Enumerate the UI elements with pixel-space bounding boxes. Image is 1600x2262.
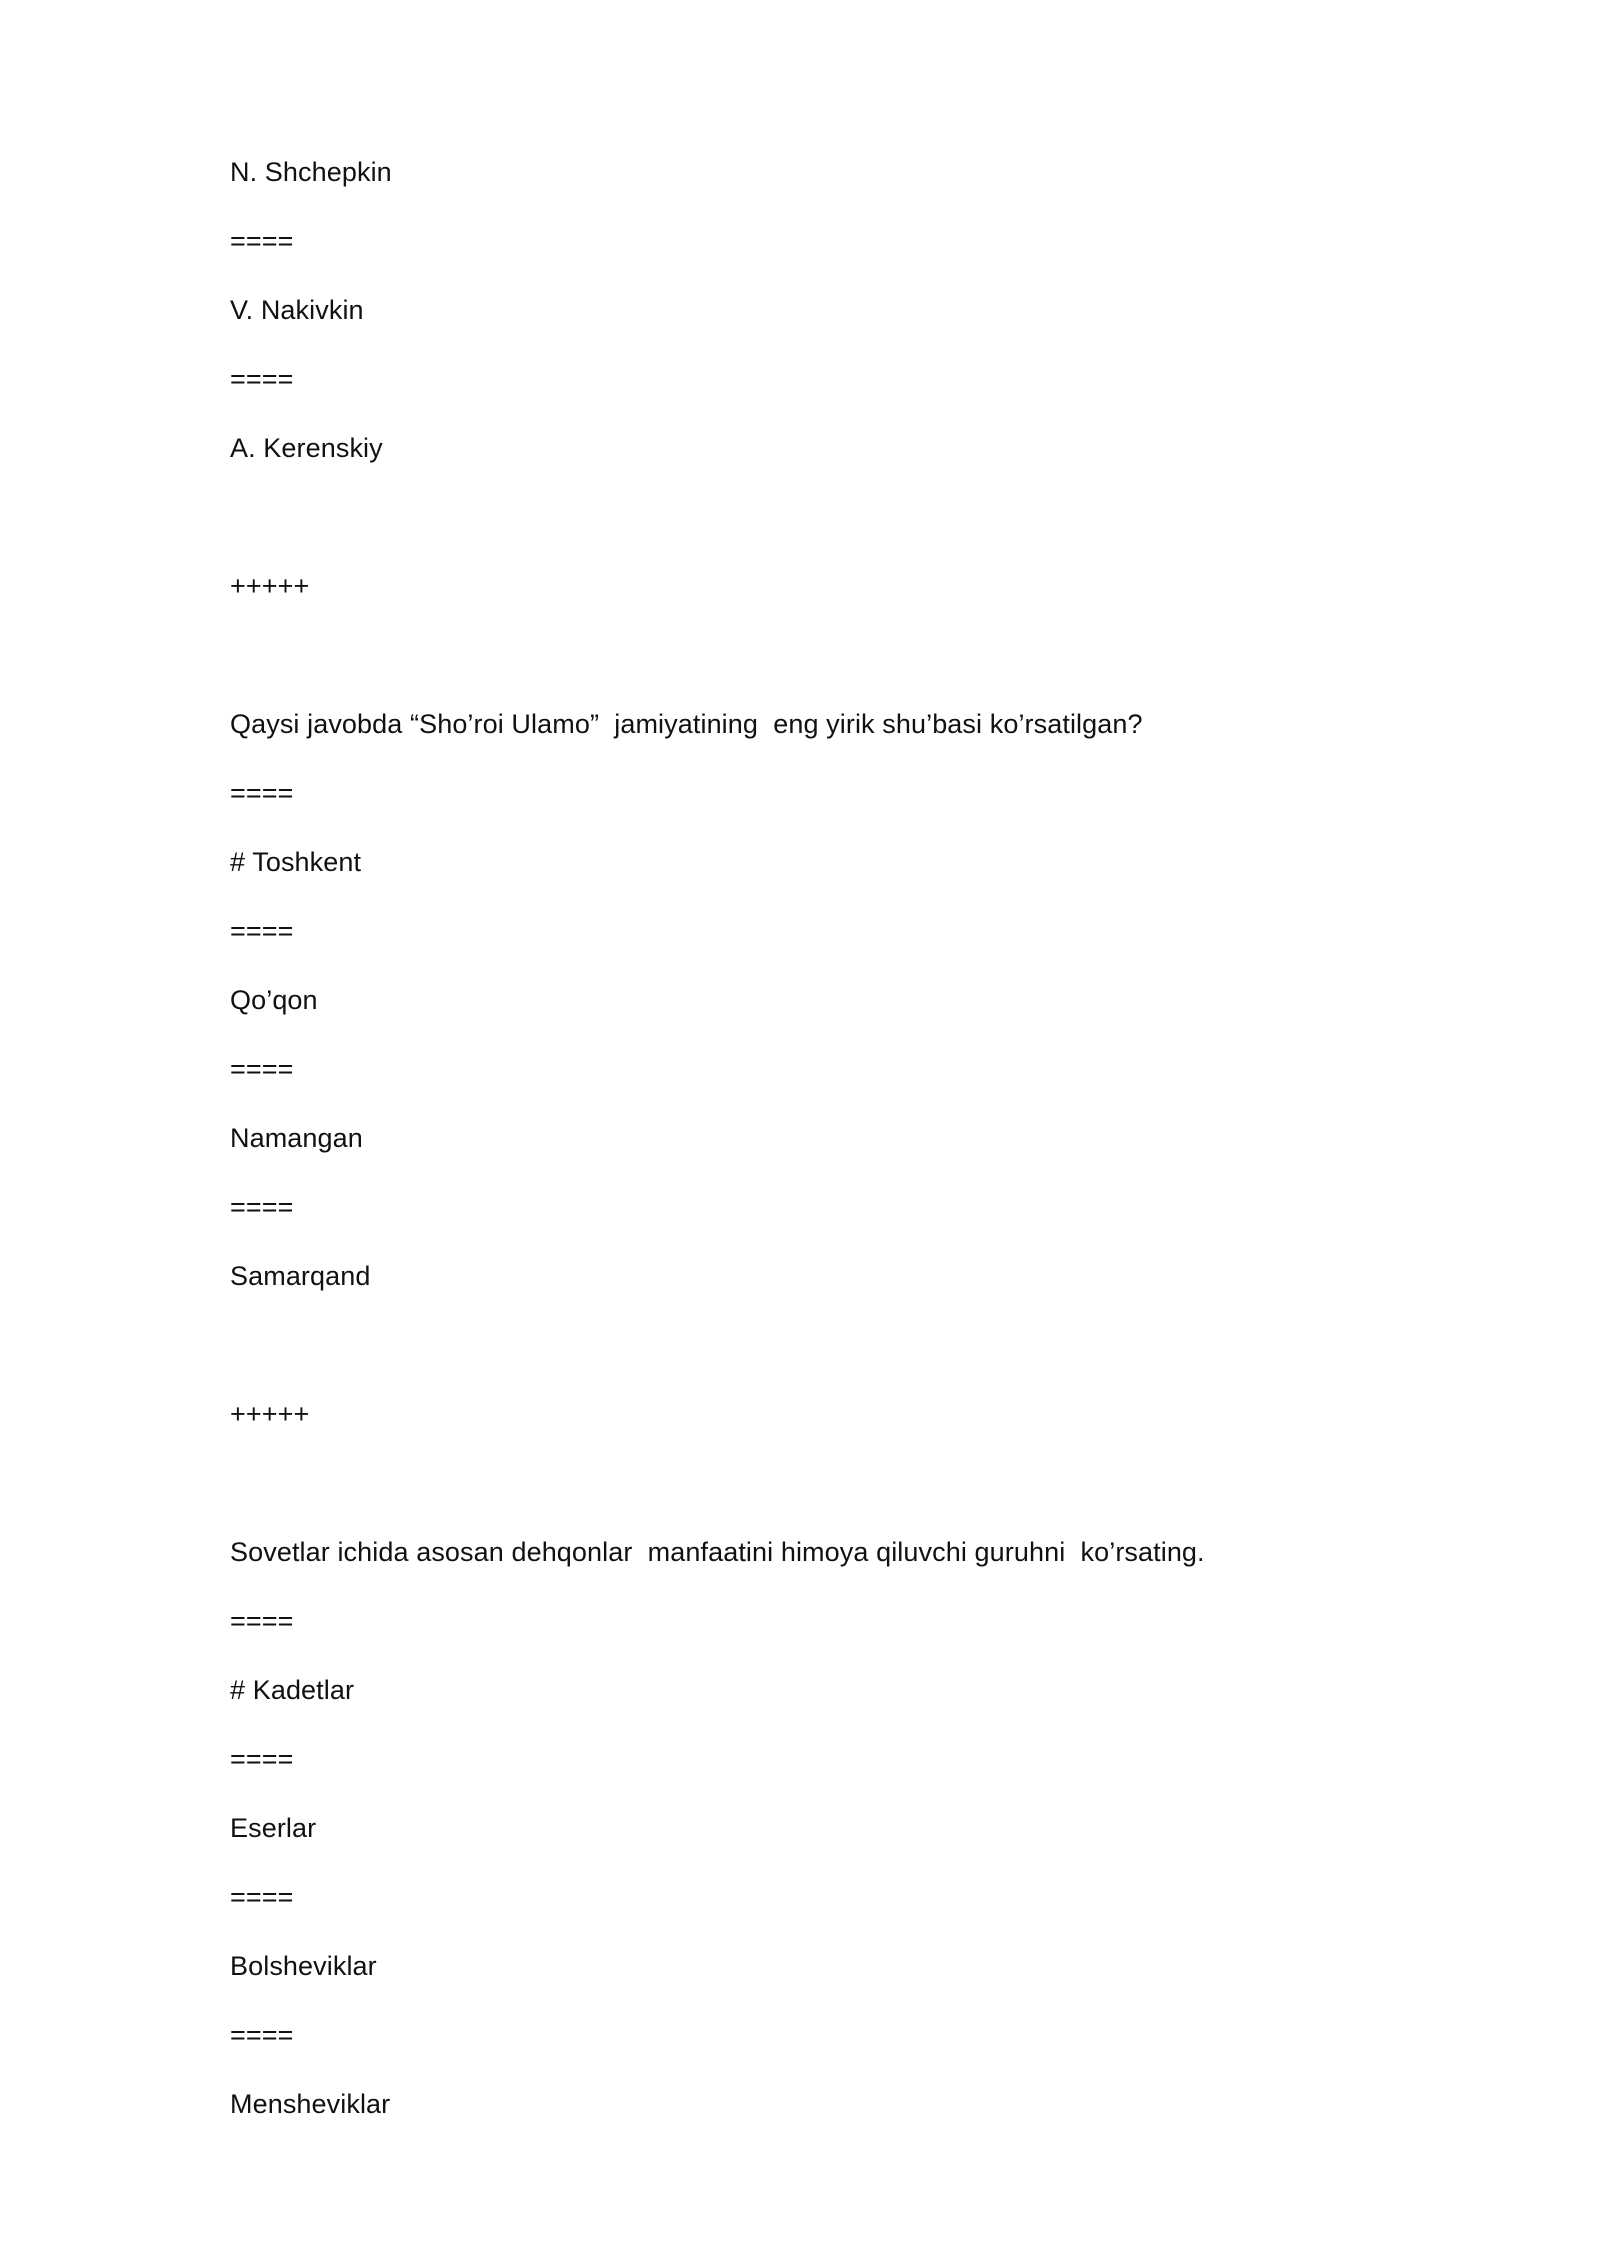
- separator: ====: [230, 916, 294, 946]
- answer-option: V. Nakivkin: [230, 295, 364, 325]
- separator: ====: [230, 1192, 294, 1222]
- correct-answer-option: # Kadetlar: [230, 1675, 355, 1705]
- answer-option: Qo’qon: [230, 985, 318, 1015]
- question-text: Sovetlar ichida asosan dehqonlar manfaatini himoya qiluvchi guruhni ko’rsating.: [230, 1537, 1205, 1567]
- separator: ====: [230, 778, 294, 808]
- separator: ====: [230, 1744, 294, 1774]
- answer-option: Samarqand: [230, 1261, 371, 1291]
- separator: ====: [230, 2020, 294, 2050]
- answer-option: Bolsheviklar: [230, 1951, 377, 1981]
- separator: ====: [230, 1882, 294, 1912]
- question-divider: +++++: [230, 571, 310, 601]
- answer-option: N. Shchepkin: [230, 157, 392, 187]
- separator: ====: [230, 1606, 294, 1636]
- separator: ====: [230, 364, 294, 394]
- question-text: Qaysi javobda “Sho’roi Ulamo” jamiyatining eng yirik shu’basi ko’rsatilgan?: [230, 709, 1143, 739]
- separator: ====: [230, 226, 294, 256]
- answer-option: A. Kerenskiy: [230, 433, 383, 463]
- answer-option: Namangan: [230, 1123, 363, 1153]
- correct-answer-option: # Toshkent: [230, 847, 362, 877]
- separator: ====: [230, 1054, 294, 1084]
- question-divider: +++++: [230, 1399, 310, 1429]
- answer-option: Eserlar: [230, 1813, 317, 1843]
- answer-option: Mensheviklar: [230, 2089, 391, 2119]
